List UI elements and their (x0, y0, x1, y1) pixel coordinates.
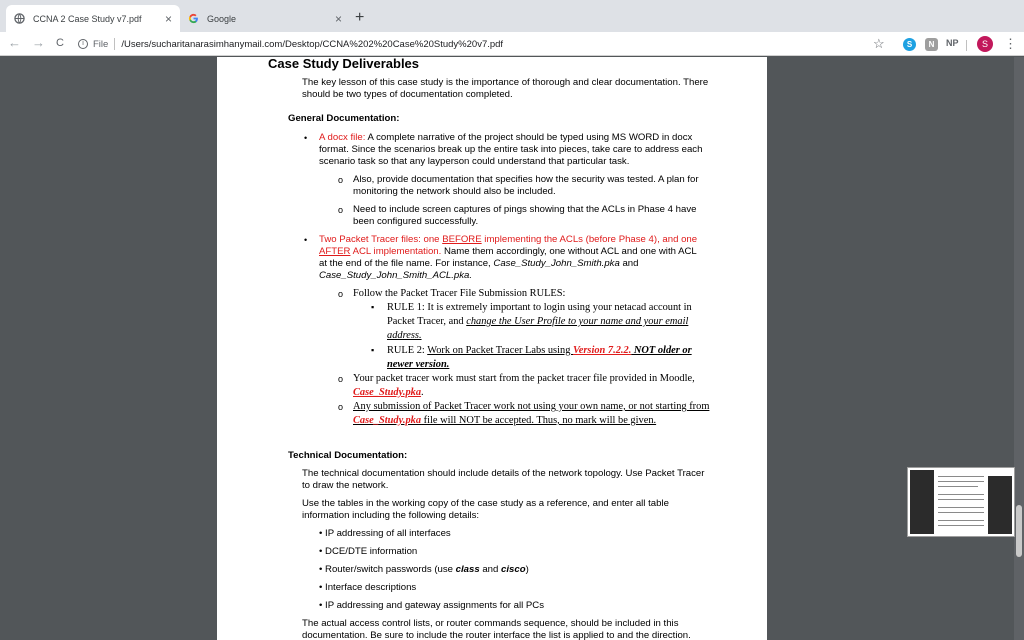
list-item: • Interface descriptions (319, 582, 417, 593)
np-extension-icon[interactable]: NP (946, 38, 959, 48)
skype-extension-icon[interactable]: S (903, 38, 916, 51)
text-span: Name them accordingly, one without ACL and one with ACL (441, 246, 697, 257)
paragraph-line (387, 344, 692, 358)
paragraph-line: been configured successfully. (353, 216, 479, 227)
thumbnail-line (938, 476, 984, 477)
bullet: • (304, 133, 308, 143)
paragraph-line (319, 234, 697, 246)
paragraph-line: Use the tables in the working copy of the case study as a reference, and enter all table (302, 498, 669, 509)
google-icon (188, 13, 199, 24)
text-span: RULE 2: (387, 345, 428, 356)
text-span: • Router/switch passwords (use (319, 564, 456, 575)
text-span: A complete narrative of the project should be typed using MS WORD in docx (365, 132, 693, 143)
scrollbar[interactable] (1014, 57, 1024, 640)
section-heading: Case Study Deliverables (268, 57, 420, 71)
info-icon[interactable]: i (78, 39, 88, 49)
paragraph-line: Need to include screen captures of pings showing that the ACLs in Phase 4 have (353, 204, 697, 215)
thumbnail-line (938, 520, 984, 521)
paragraph-line: format. Since the scenarios break up the entire task into pieces, take care to address each (319, 144, 703, 155)
paragraph-line: The technical documentation should include details of the network topology. Use Packet Tracer (302, 468, 705, 479)
paragraph-line: monitoring the network should also be included. (353, 186, 556, 197)
divider (966, 40, 967, 51)
text-span: Case_Study.pka (353, 387, 422, 398)
thumbnail-dark-area (988, 476, 1012, 534)
text-span: and (619, 258, 639, 269)
subheading: General Documentation: (288, 113, 400, 124)
paragraph-line: Your packet tracer work must start from the packet tracer file provided in Moodle, (353, 373, 695, 384)
back-button[interactable]: ← (8, 35, 21, 50)
list-item: • IP addressing of all interfaces (319, 528, 451, 539)
new-tab-button[interactable]: + (355, 9, 365, 26)
text-span: class (455, 564, 480, 575)
paragraph-line: Follow the Packet Tracer File Submission RULES: (353, 288, 566, 299)
paragraph-line: Any submission of Packet Tracer work not using your own name, or not starting from (353, 401, 710, 412)
text-span: Packet Tracer, and (387, 316, 467, 327)
paragraph-line (319, 246, 697, 258)
bullet: o (338, 289, 344, 299)
thumbnail-line (938, 525, 984, 526)
bullet: ▪ (371, 345, 375, 355)
paragraph-line (353, 414, 656, 428)
paragraph-line: address. (387, 330, 422, 341)
thumbnail-dark-area (910, 470, 934, 534)
thumbnail-line (938, 499, 984, 500)
tab-title: CCNA 2 Case Study v7.pdf (33, 13, 142, 24)
bullet: ▪ (371, 302, 375, 312)
text-span: Two Packet Tracer files: one (319, 234, 443, 245)
url-text[interactable]: /Users/sucharitanarasimhanymail.com/Desktop/CCNA%202%20Case%20Study%20v7.pdf (121, 38, 504, 50)
paragraph-line: The key lesson of this case study is the importance of thorough and clear documentation. There (302, 77, 709, 88)
text-span: AFTER (319, 246, 351, 257)
url-scheme: File (93, 38, 109, 50)
thumbnail-line (938, 486, 978, 487)
globe-icon (14, 13, 25, 24)
text-span: BEFORE (442, 234, 482, 245)
thumbnail-line (938, 494, 984, 495)
paragraph-line: to draw the network. (302, 480, 389, 491)
text-span: ACL implementation. (350, 246, 442, 257)
paragraph-line: newer version. (387, 359, 450, 370)
bullet: o (338, 402, 344, 412)
text-span: and (479, 564, 502, 575)
forward-button[interactable]: → (32, 35, 45, 50)
browser-toolbar (0, 32, 1024, 56)
paragraph-line: RULE 1: It is extremely important to login using your netacad account in (387, 302, 692, 313)
red-label: A docx file: (319, 132, 366, 143)
paragraph-line: Case_Study_John_Smith_ACL.pka. (319, 270, 473, 281)
text-span: implementing the ACLs (before Phase 4), and one (481, 234, 698, 245)
extension-icon[interactable]: N (925, 38, 938, 51)
text-span: change the User Profile to your name and your email (466, 316, 689, 327)
text-span: NOT older or (631, 345, 692, 356)
paragraph-line (319, 132, 692, 144)
tab-pdf[interactable] (6, 5, 180, 32)
divider (114, 38, 115, 50)
address-bar[interactable] (78, 35, 890, 53)
reload-button[interactable]: C (56, 37, 64, 49)
tab-title: Google (207, 13, 237, 24)
menu-icon[interactable]: ⋮ (1004, 36, 1017, 51)
paragraph-line: should be two types of documentation completed. (302, 89, 513, 100)
thumbnail-line (938, 512, 984, 513)
paragraph-line (387, 315, 688, 329)
page-thumbnail[interactable] (907, 467, 1015, 537)
text-span: file will NOT be accepted. Thus, no mark will be given. (421, 415, 657, 426)
text-span: cisco (501, 564, 526, 575)
bullet: o (338, 175, 344, 185)
tab-google[interactable] (180, 5, 350, 32)
thumbnail-line (938, 481, 984, 482)
bullet: o (338, 374, 344, 384)
paragraph-line: scenario task so that any layperson could understand that particular task. (319, 156, 630, 167)
text-span: . (421, 387, 424, 398)
text-span: Case_Study.pka (353, 415, 422, 426)
text-span: Case_Study_John_Smith.pka (493, 258, 620, 269)
list-item: • DCE/DTE information (319, 546, 418, 557)
paragraph-line (319, 258, 638, 270)
tab-close-icon[interactable]: × (164, 11, 172, 26)
paragraph-line (353, 386, 424, 400)
list-item (319, 564, 529, 576)
tab-close-icon[interactable]: × (334, 11, 342, 26)
paragraph-line: Also, provide documentation that specifies how the security was tested. A plan for (353, 174, 699, 185)
bullet: • (304, 235, 308, 245)
tab-strip (0, 0, 1024, 32)
pdf-viewer (0, 57, 1024, 640)
pdf-page (217, 57, 767, 640)
list-item: • IP addressing and gateway assignments for all PCs (319, 600, 545, 611)
bullet: o (338, 205, 344, 215)
text-span: at the end of the file name. For instance, (319, 258, 494, 269)
text-span: ) (525, 564, 529, 575)
subheading: Technical Documentation: (288, 450, 408, 461)
text-span: Work on Packet Tracer Labs using (427, 345, 573, 356)
scrollbar-thumb[interactable] (1016, 505, 1022, 557)
bookmark-star-icon[interactable]: ☆ (873, 36, 885, 51)
paragraph-line: documentation. Be sure to include the router interface the list is applied to and the direction. (302, 630, 691, 640)
text-span: Version 7.2.2. (572, 345, 632, 356)
profile-avatar[interactable]: S (977, 36, 993, 52)
paragraph-line: information including the following details: (302, 510, 480, 521)
thumbnail-line (938, 507, 984, 508)
paragraph-line: The actual access control lists, or router commands sequence, should be included in this (302, 618, 679, 629)
